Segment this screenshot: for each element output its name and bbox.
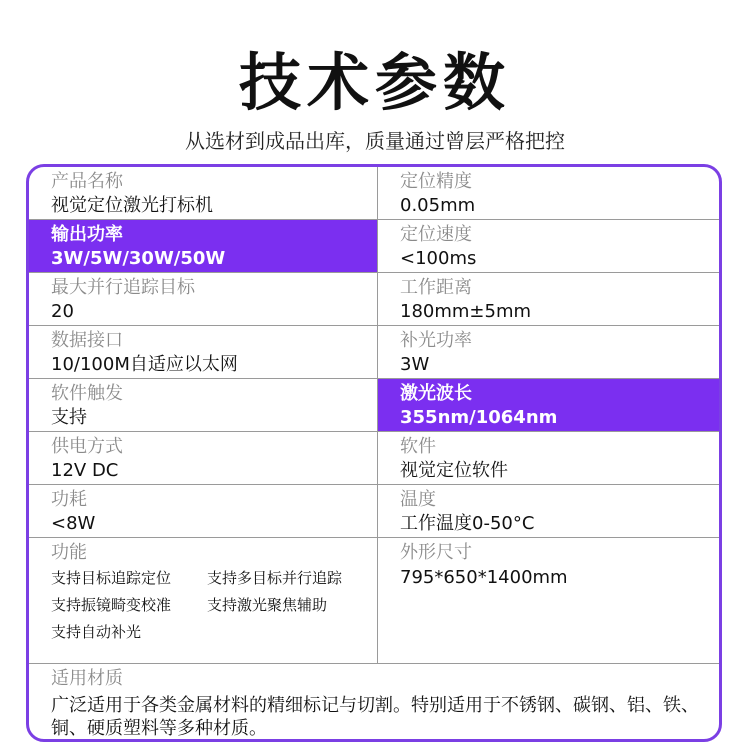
page-subtitle: 从选材到成品出库，质量通过曾层严格把控 [185, 129, 565, 153]
spec-value: 3W [400, 354, 430, 375]
page-title: 技术参数 [238, 46, 511, 119]
function-item: 支持振镜畸变校准 [51, 596, 172, 614]
spec-label: 数据接口 [51, 330, 123, 351]
spec-label: 激光波长 [400, 383, 472, 404]
spec-label: 外形尺寸 [400, 542, 472, 563]
spec-value: 355nm/1064nm [400, 407, 558, 428]
spec-label: 软件触发 [51, 383, 123, 404]
spec-label: 最大并行追踪目标 [51, 277, 195, 298]
function-item: 支持激光聚焦辅助 [207, 596, 328, 614]
spec-value: 视觉定位软件 [400, 460, 508, 481]
spec-value: 支持 [51, 407, 87, 428]
function-item: 支持目标追踪定位 [51, 569, 172, 587]
spec-label: 适用材质 [51, 668, 123, 689]
spec-value: 视觉定位激光打标机 [51, 195, 213, 216]
spec-value: 0.05mm [400, 195, 476, 216]
spec-table [26, 164, 722, 742]
function-item: 支持多目标并行追踪 [207, 569, 343, 587]
spec-cell-fill-light-power [378, 326, 722, 379]
spec-cell-positioning-speed [378, 220, 722, 273]
spec-value: 180mm±5mm [400, 301, 532, 322]
spec-cell-dimensions [378, 538, 722, 664]
spec-label: 软件 [400, 436, 436, 457]
spec-label: 输出功率 [51, 224, 123, 245]
spec-cell-temperature [378, 485, 722, 538]
spec-label: 功能 [51, 542, 87, 563]
spec-value: 3W/5W/30W/50W [51, 248, 226, 269]
spec-label: 定位速度 [400, 224, 472, 245]
spec-label: 功耗 [51, 489, 87, 510]
spec-cell-software-trigger [29, 379, 378, 432]
spec-cell-functions [29, 538, 378, 664]
spec-cell-data-interface [29, 326, 378, 379]
spec-label: 温度 [400, 489, 436, 510]
spec-cell-software [378, 432, 722, 485]
spec-cell-product-name [29, 167, 378, 220]
spec-label: 产品名称 [51, 171, 123, 192]
spec-value: <100ms [400, 248, 477, 269]
spec-label: 工作距离 [400, 277, 472, 298]
spec-value: 工作温度0-50°C [400, 513, 535, 534]
spec-cell-power-supply [29, 432, 378, 485]
materials-description: 广泛适用于各类金属材料的精细标记与切割。特别适用于不锈钢、碳钢、铝、铁、铜、硬质塑料等多种材质。 [51, 695, 699, 739]
spec-value: 10/100M自适应以太网 [51, 354, 238, 375]
spec-label: 定位精度 [400, 171, 472, 192]
spec-label: 补光功率 [400, 330, 472, 351]
function-item: 支持自动补光 [51, 623, 142, 641]
spec-cell-working-distance [378, 273, 722, 326]
spec-label: 供电方式 [51, 436, 123, 457]
spec-value: 20 [51, 301, 74, 322]
spec-cell-max-tracking [29, 273, 378, 326]
spec-cell-laser-wavelength [378, 379, 722, 432]
spec-cell-power-consumption [29, 485, 378, 538]
spec-cell-positioning-accuracy [378, 167, 722, 220]
spec-value: 795*650*1400mm [400, 567, 568, 588]
spec-value: 12V DC [51, 460, 119, 481]
spec-value: <8W [51, 513, 96, 534]
spec-cell-output-power [29, 220, 378, 273]
